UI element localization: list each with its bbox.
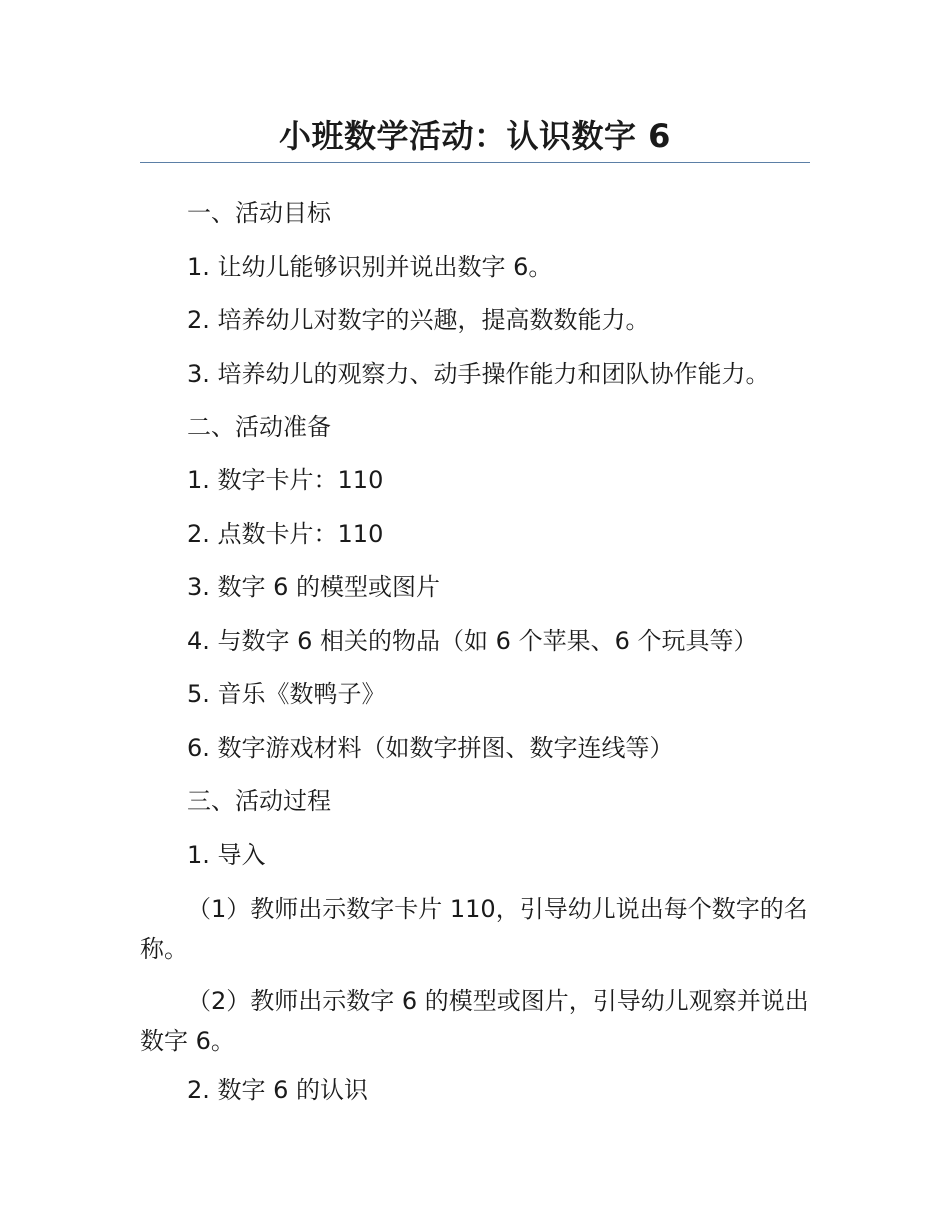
section-heading-process: 三、活动过程 xyxy=(187,787,331,815)
process-paragraph-2: （2）教师出示数字 6 的模型或图片，引导幼儿观察并说出数字 6。 xyxy=(140,987,809,1055)
section-heading-preparation: 二、活动准备 xyxy=(187,413,331,441)
prep-item-3: 3. 数字 6 的模型或图片 xyxy=(187,573,441,601)
prep-item-2: 2. 点数卡片：110 xyxy=(187,520,384,548)
document-title: 小班数学活动：认识数字 6 xyxy=(279,117,671,155)
goal-item-3: 3. 培养幼儿的观察力、动手操作能力和团队协作能力。 xyxy=(187,360,770,388)
prep-item-6: 6. 数字游戏材料（如数字拼图、数字连线等） xyxy=(187,734,674,762)
goal-item-2: 2. 培养幼儿对数字的兴趣，提高数数能力。 xyxy=(187,306,650,334)
process-step-1: 1. 导入 xyxy=(187,841,266,869)
process-paragraph-1: （1）教师出示数字卡片 110，引导幼儿说出每个数字的名称。 xyxy=(140,895,808,963)
prep-item-1: 1. 数字卡片：110 xyxy=(187,466,384,494)
process-step-2: 2. 数字 6 的认识 xyxy=(187,1076,369,1104)
prep-item-5: 5. 音乐《数鸭子》 xyxy=(187,680,386,708)
goal-item-1: 1. 让幼儿能够识别并说出数字 6。 xyxy=(187,253,553,281)
prep-item-4: 4. 与数字 6 相关的物品（如 6 个苹果、6 个玩具等） xyxy=(187,627,758,655)
title-divider xyxy=(140,162,810,163)
section-heading-goals: 一、活动目标 xyxy=(187,199,331,227)
